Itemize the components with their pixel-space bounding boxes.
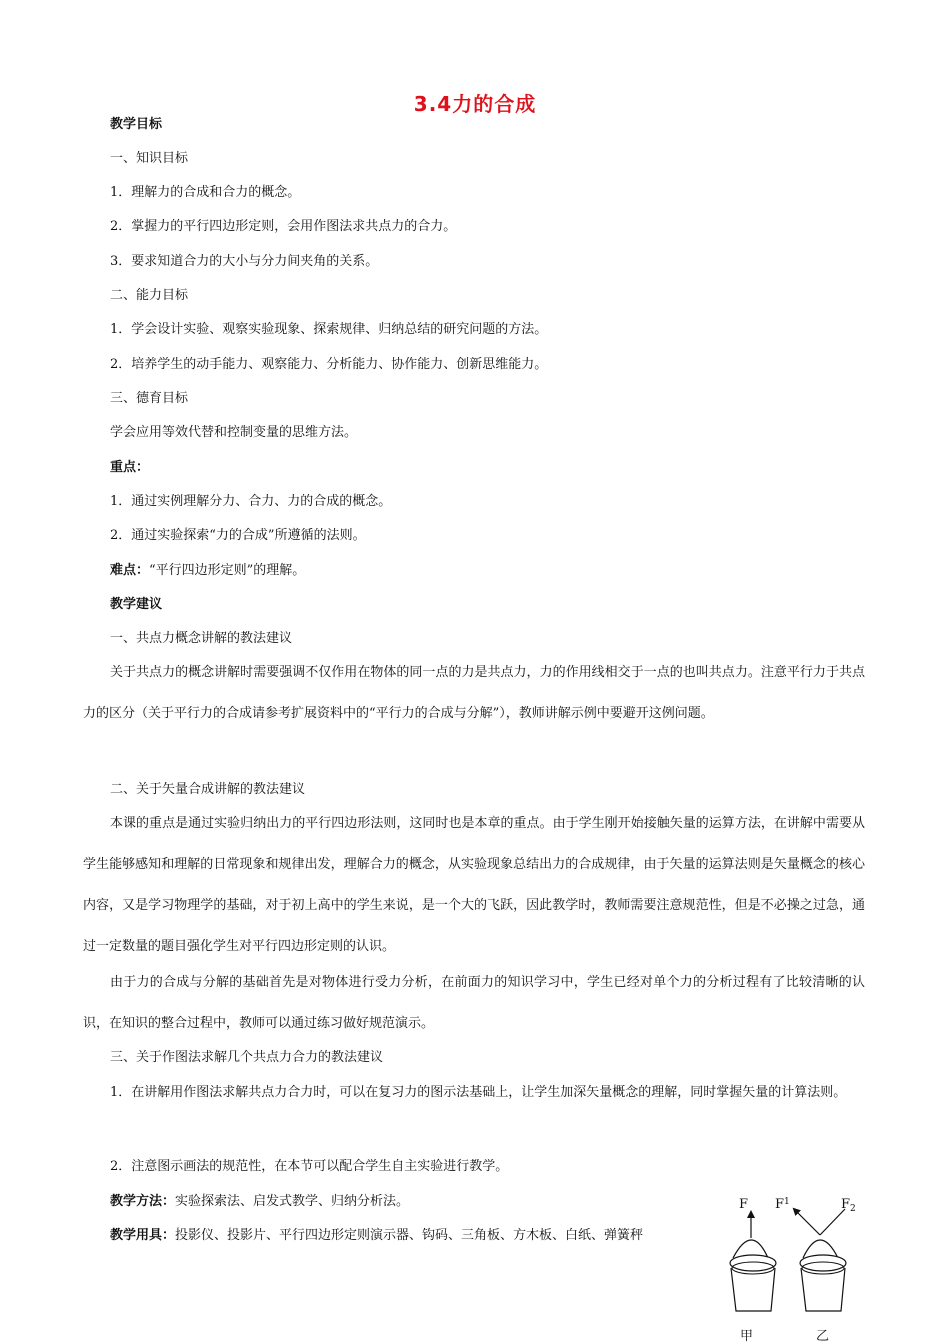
ability-item: 1．学会设计实验、观察实验现象、探索规律、归纳总结的研究问题的方法。 (110, 322, 548, 337)
caption-left: 甲 (740, 1329, 754, 1344)
knowledge-item: 2．掌握力的平行四边形定则，会用作图法求共点力的合力。 (110, 219, 457, 234)
label-F1-main: F (775, 1197, 785, 1212)
difficulty-text: “平行四边形定则”的理解。 (149, 563, 306, 578)
goals-heading: 教学目标 (110, 117, 163, 132)
key-point-item: 2．通过实验探索“力的合成”所遵循的法则。 (110, 528, 366, 543)
label-F2-sub: 2 (850, 1204, 856, 1214)
knowledge-item: 3．要求知道合力的大小与分力间夹角的关系。 (110, 254, 379, 269)
label-F1 (775, 1197, 790, 1212)
force-F2-line (820, 1209, 845, 1235)
moral-heading: 三、德育目标 (110, 391, 189, 406)
suggestion2-paragraph: 由于力的合成与分解的基础首先是对物体进行受力分析，在前面力的知识学习中，学生已经对单个力的分析过程有了比较清晰的认识，在知识的整合过程中，教师可以通过练习做好规范演示。 (83, 975, 865, 1031)
force-F1-arrow (794, 1209, 820, 1235)
suggestion2-heading: 二、关于矢量合成讲解的教法建议 (110, 782, 306, 797)
suggestion3-paragraph: 2．注意图示画法的规范性，在本节可以配合学生自主实验进行教学。 (110, 1159, 509, 1174)
ability-item: 2．培养学生的动手能力、观察能力、分析能力、协作能力、创新思维能力。 (110, 357, 548, 372)
bucket-force-figure (720, 1190, 870, 1344)
label-F: F (739, 1197, 749, 1212)
ability-heading: 二、能力目标 (110, 288, 189, 303)
tools-text: 投影仪、投影片、平行四边形定则演示器、钩码、三角板、方木板、白纸、弹簧秤 (175, 1228, 644, 1243)
tools-label: 教学用具： (110, 1228, 176, 1243)
page-title: 3.4力的合成 (413, 92, 537, 116)
methods-label: 教学方法： (110, 1194, 176, 1209)
suggestion3-paragraph: 1．在讲解用作图法求解共点力合力时，可以在复习力的图示法基础上，让学生加深矢量概念的理解，同时掌握矢量的计算法则。 (110, 1085, 847, 1100)
methods-text: 实验探索法、启发式教学、归纳分析法。 (175, 1194, 410, 1209)
label-F2 (841, 1197, 856, 1214)
difficulty-label: 难点： (110, 563, 150, 578)
suggestion1-paragraph: 关于共点力的概念讲解时需要强调不仅作用在物体的同一点的力是共点力，力的作用线相交于一点的也叫共点力。注意平行力于共点力的区分（关于平行力的合成请参考扩展资料中的“平行力的合成与分解”），教师讲解示例中要避开这例问题。 (83, 665, 865, 721)
bucket-right-rim (800, 1255, 846, 1271)
suggestion2-paragraph: 本课的重点是通过实验归纳出力的平行四边形法则，这同时也是本章的重点。由于学生刚开始接触矢量的运算方法，在讲解中需要从学生能够感知和理解的日常现象和规律出发，理解合力的概念，从实验现象总结出力的合成规律，由于矢量的运算法则是矢量概念的核心内容，又是学习物理学的基础，对于初上高中的学生来说，是一个大的飞跃，因此教学时，教师需要注意规范性，但是不必操之过急，通过一定数量的题目强化学生对平行四边形定则的认识。 (83, 816, 865, 954)
knowledge-heading: 一、知识目标 (110, 151, 189, 166)
difficulty-line (110, 562, 305, 580)
label-F2-main: F (841, 1197, 851, 1212)
key-points-heading: 重点： (110, 460, 150, 475)
tools-line (110, 1227, 643, 1245)
caption-right: 乙 (816, 1329, 830, 1344)
methods-line (110, 1193, 409, 1211)
bucket-left (730, 1212, 776, 1311)
label-F1-sub: 1 (784, 1197, 790, 1207)
moral-text: 学会应用等效代替和控制变量的思维方法。 (110, 425, 358, 440)
bucket-left-rim (730, 1255, 776, 1271)
knowledge-item: 1．理解力的合成和合力的概念。 (110, 185, 301, 200)
bucket-right (794, 1209, 846, 1311)
suggestion1-heading: 一、共点力概念讲解的教法建议 (110, 631, 293, 646)
suggestion3-heading: 三、关于作图法求解几个共点力合力的教法建议 (110, 1050, 384, 1065)
key-point-item: 1．通过实例理解分力、合力、力的合成的概念。 (110, 494, 392, 509)
suggestions-heading: 教学建议 (110, 597, 163, 612)
